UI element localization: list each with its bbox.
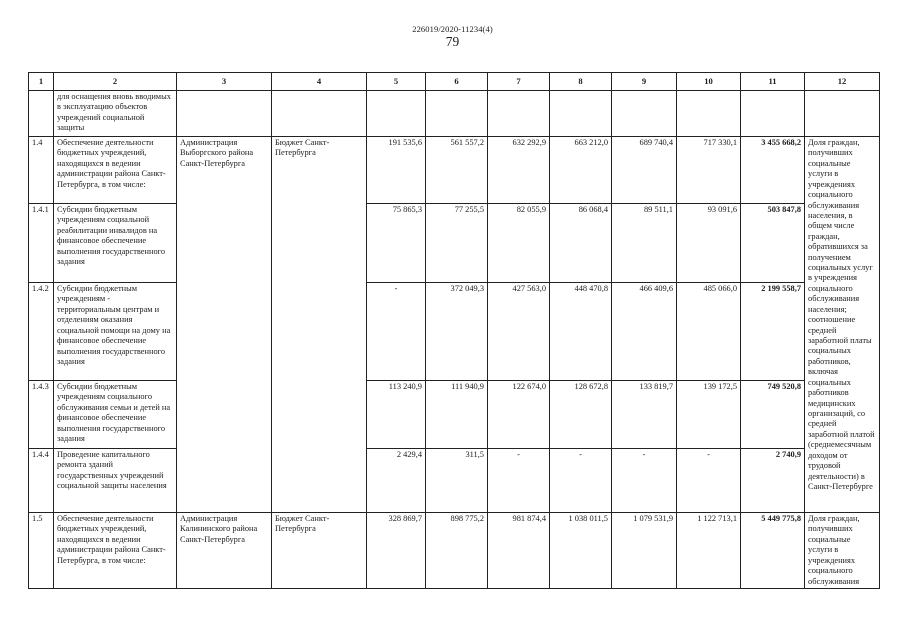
row-source: Бюджет Санкт-Петербурга [272,137,367,513]
row-executor: Администрация Калининского района Санкт-Петербурга [177,513,272,589]
value-cell: 717 330,1 [677,137,741,204]
header-cell: 5 [367,73,426,91]
value-cell: 2 429,4 [367,449,426,513]
indicator-text: Доля граждан, получивших социальные услуги в учреждениях социального обслуживания населения, в общем числе граждан, обратившихся за получением социальных услуг в учреждения социального обслуживания населения; соотношение средней заработной платы социальных работников, включая социальных работников медицинских организаций, со средней заработной платой (среднемесячным доходом от трудовой деятельности) в Санкт-Петербурге [805,137,880,513]
table-row [29,283,880,381]
header-cell: 2 [54,73,177,91]
value-cell: 561 557,2 [426,137,488,204]
header-cell: 4 [272,73,367,91]
table-row [29,513,880,589]
total-cell: 2 740,9 [741,449,805,513]
value-cell: 133 819,7 [612,381,677,449]
value-cell: 77 255,5 [426,204,488,283]
row-number: 1.4.1 [29,204,54,283]
header-cell: 1 [29,73,54,91]
value-cell: 311,5 [426,449,488,513]
header-cell: 10 [677,73,741,91]
header-cell: 7 [488,73,550,91]
value-cell: - [488,449,550,513]
value-cell: 1 122 713,1 [677,513,741,589]
row-name: Обеспечение деятельности бюджетных учреждений, находящихся в ведении администрации района Санкт-Петербурга, в том числе: [54,137,177,204]
value-cell: 93 091,6 [677,204,741,283]
value-cell: 89 511,1 [612,204,677,283]
value-cell: 328 869,7 [367,513,426,589]
value-cell: 82 055,9 [488,204,550,283]
value-cell: 448 470,8 [550,283,612,381]
row-number: 1.4.2 [29,283,54,381]
value-cell: 663 212,0 [550,137,612,204]
value-cell: 689 740,4 [612,137,677,204]
table-row [29,449,880,513]
row-name: Субсидии бюджетным учреждениям социального обслуживания семьи и детей на финансовое обеспечение выполнения государственного задания [54,381,177,449]
row-name: Субсидии бюджетным учреждениям - территориальным центрам и отделениям оказания социальной помощи на дому на финансовое обеспечение выполнения государственного задания [54,283,177,381]
budget-table [28,72,880,589]
value-cell: - [612,449,677,513]
value-cell: 981 874,4 [488,513,550,589]
header-cell: 8 [550,73,612,91]
page-number: 79 [445,34,460,49]
value-cell: 427 563,0 [488,283,550,381]
row-number: 1.5 [29,513,54,589]
total-cell: 3 455 668,2 [741,137,805,204]
value-cell: 632 292,9 [488,137,550,204]
value-cell: 898 775,2 [426,513,488,589]
header-cell: 11 [741,73,805,91]
row-name: Проведение капитального ремонта зданий государственных учреждений социальной защиты населения [54,449,177,513]
table-row [29,91,880,137]
row-number: 1.4.3 [29,381,54,449]
total-cell: 503 847,8 [741,204,805,283]
indicator-text: Доля граждан, получивших социальные услуги в учреждениях социального обслуживания [805,513,880,589]
row-executor: Администрация Выборгского района Санкт-Петербурга [177,137,272,513]
value-cell: - [367,283,426,381]
total-cell: 2 199 558,7 [741,283,805,381]
value-cell: 1 038 011,5 [550,513,612,589]
value-cell: 86 068,4 [550,204,612,283]
table-row [29,381,880,449]
row-name: Субсидии бюджетным учреждениям социальной реабилитации инвалидов на финансовое обеспечение выполнения государственного задания [54,204,177,283]
row-number: 1.4.4 [29,449,54,513]
row-source: Бюджет Санкт-Петербурга [272,513,367,589]
value-cell: 122 674,0 [488,381,550,449]
header-cell: 12 [805,73,880,91]
row-name: Обеспечение деятельности бюджетных учреждений, находящихся в ведении администрации района Санкт-Петербурга, в том числе: [54,513,177,589]
value-cell: 485 066,0 [677,283,741,381]
value-cell: 139 172,5 [677,381,741,449]
value-cell: 466 409,6 [612,283,677,381]
table-row [29,204,880,283]
value-cell: 113 240,9 [367,381,426,449]
value-cell: 111 940,9 [426,381,488,449]
row-number: 1.4 [29,137,54,204]
value-cell: 372 049,3 [426,283,488,381]
header-cell: 6 [426,73,488,91]
value-cell: - [677,449,741,513]
document-code: 226019/2020-11234(4) [412,24,493,34]
value-cell: 191 535,6 [367,137,426,204]
header-row [29,73,880,91]
value-cell: 75 865,3 [367,204,426,283]
header-cell: 9 [612,73,677,91]
total-cell: 5 449 775,8 [741,513,805,589]
header-cell: 3 [177,73,272,91]
value-cell: - [550,449,612,513]
continuation-text: для оснащения вновь вводимых в эксплуатацию объектов учреждений социальной защиты [54,91,177,137]
table-row [29,137,880,204]
value-cell: 1 079 531,9 [612,513,677,589]
value-cell: 128 672,8 [550,381,612,449]
total-cell: 749 520,8 [741,381,805,449]
